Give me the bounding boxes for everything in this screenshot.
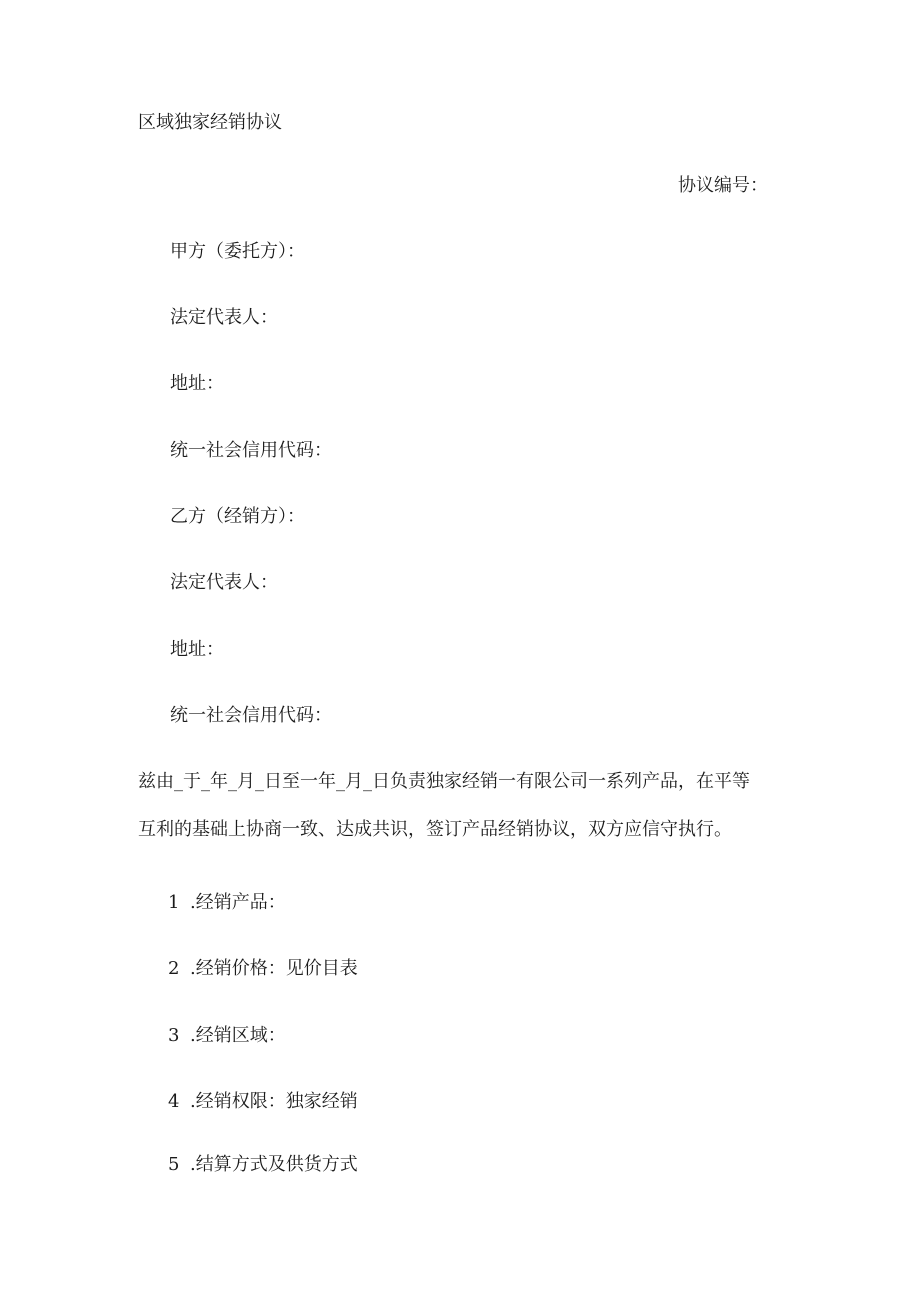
party-a-credit-code: 统一社会信用代码： — [170, 440, 332, 461]
list-item-number: 5 — [168, 1154, 180, 1175]
party-a-legal-rep: 法定代表人： — [170, 307, 278, 328]
party-b-credit-code: 统一社会信用代码： — [170, 705, 332, 726]
party-b-legal-rep: 法定代表人： — [170, 572, 278, 593]
list-item — [168, 1153, 358, 1177]
agreement-number-label: 协议编号： — [678, 175, 768, 196]
party-a-label: 甲方（委托方）： — [170, 241, 305, 262]
intro-paragraph-line-2: 互利的基础上协商一致、达成共识，签订产品经销协议，双方应信守执行。 — [138, 819, 732, 840]
list-item-text: .结算方式及供货方式 — [190, 1154, 358, 1175]
list-item-number: 2 — [168, 958, 180, 979]
party-a-address: 地址： — [170, 373, 224, 394]
list-item-number: 4 — [168, 1091, 180, 1112]
party-b-address: 地址： — [170, 639, 224, 660]
list-item-text: .经销权限：独家经销 — [190, 1091, 358, 1112]
intro-paragraph-line-1: 兹由_于_年_月_日至一年_月_日负责独家经销一有限公司一系列产品，在平等 — [138, 771, 750, 792]
list-item — [168, 1024, 286, 1048]
list-item — [168, 957, 358, 981]
list-item-number: 1 — [168, 892, 180, 913]
document-title: 区域独家经销协议 — [138, 112, 282, 133]
list-item-text: .经销价格：见价目表 — [190, 958, 358, 979]
list-item — [168, 1090, 358, 1114]
list-item — [168, 891, 286, 915]
list-item-text: .经销产品： — [190, 892, 286, 913]
party-b-label: 乙方（经销方）： — [170, 506, 305, 527]
list-item-number: 3 — [168, 1025, 180, 1046]
list-item-text: .经销区域： — [190, 1025, 286, 1046]
